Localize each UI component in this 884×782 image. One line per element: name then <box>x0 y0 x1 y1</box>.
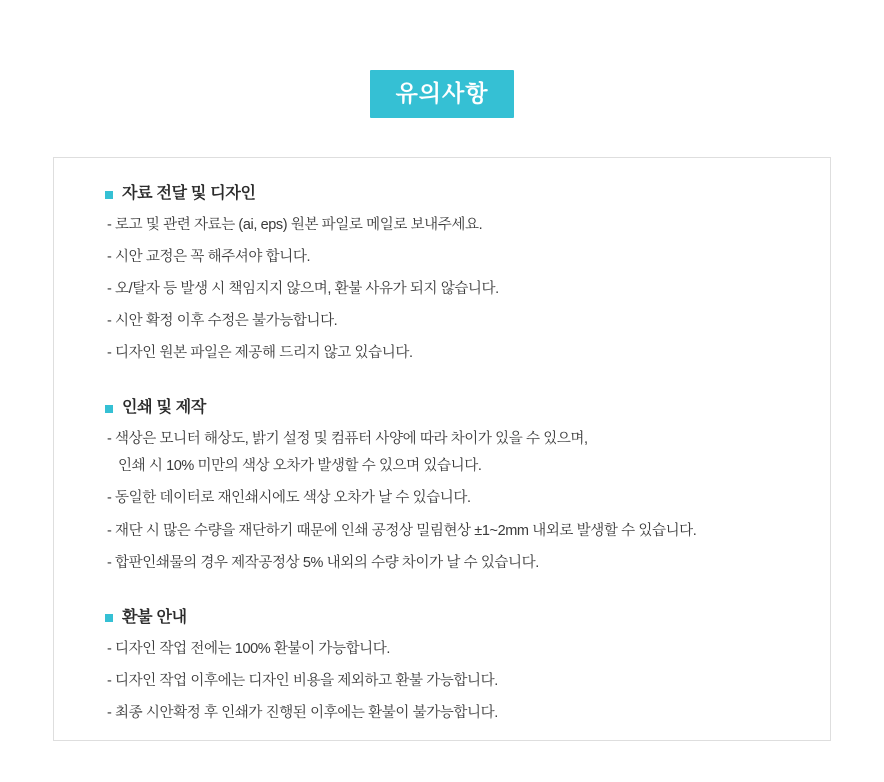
notice-content-box <box>53 157 831 741</box>
section-heading-row <box>105 398 790 417</box>
notice-line: - 동일한 데이터로 재인쇄시에도 색상 오차가 날 수 있습니다. <box>107 490 471 507</box>
notice-line: - 디자인 원본 파일은 제공해 드리지 않고 있습니다. <box>107 345 413 362</box>
notice-line: - 오/탈자 등 발생 시 책임지지 않으며, 환불 사유가 되지 않습니다. <box>107 281 499 298</box>
section-heading-row <box>105 608 790 627</box>
square-bullet-icon <box>105 405 113 413</box>
notice-line: - 재단 시 많은 수량을 재단하기 때문에 인쇄 공정상 밀림현상 ±1~2mm 내외로 발생할 수 있습니다. <box>107 522 697 539</box>
section-heading-row <box>105 184 790 203</box>
section-title: 환불 안내 <box>122 608 187 626</box>
page-title-wrap <box>0 70 884 118</box>
notice-line: - 디자인 작업 이후에는 디자인 비용을 제외하고 환불 가능합니다. <box>107 672 498 689</box>
section-title: 자료 전달 및 디자인 <box>122 185 256 202</box>
notice-sections <box>54 158 830 724</box>
notice-line: - 색상은 모니터 해상도, 밝기 설정 및 컴퓨터 사양에 따라 차이가 있을 수 있으며, <box>107 431 588 448</box>
square-bullet-icon <box>105 191 113 199</box>
notice-section <box>105 184 790 364</box>
notice-line: - 로고 및 관련 자료는 (ai, eps) 원본 파일로 메일로 보내주세요. <box>107 217 483 234</box>
section-title: 인쇄 및 제작 <box>122 399 207 417</box>
square-bullet-icon <box>105 614 113 622</box>
notice-line: - 시안 교정은 꼭 해주셔야 합니다. <box>107 249 311 266</box>
notice-section <box>105 608 790 724</box>
notice-section <box>105 398 790 573</box>
page-title: 유의사항 <box>370 70 515 118</box>
notice-line: - 합판인쇄물의 경우 제작공정상 5% 내외의 수량 차이가 날 수 있습니다. <box>107 554 539 571</box>
notice-line: - 최종 시안확정 후 인쇄가 진행된 이후에는 환불이 불가능합니다. <box>107 704 498 721</box>
notice-line: - 디자인 작업 전에는 100% 환불이 가능합니다. <box>107 640 391 657</box>
notice-line-continuation: 인쇄 시 10% 미만의 색상 오차가 발생할 수 있으며 있습니다. <box>118 458 482 475</box>
notice-line: - 시안 확정 이후 수정은 불가능합니다. <box>107 313 338 330</box>
